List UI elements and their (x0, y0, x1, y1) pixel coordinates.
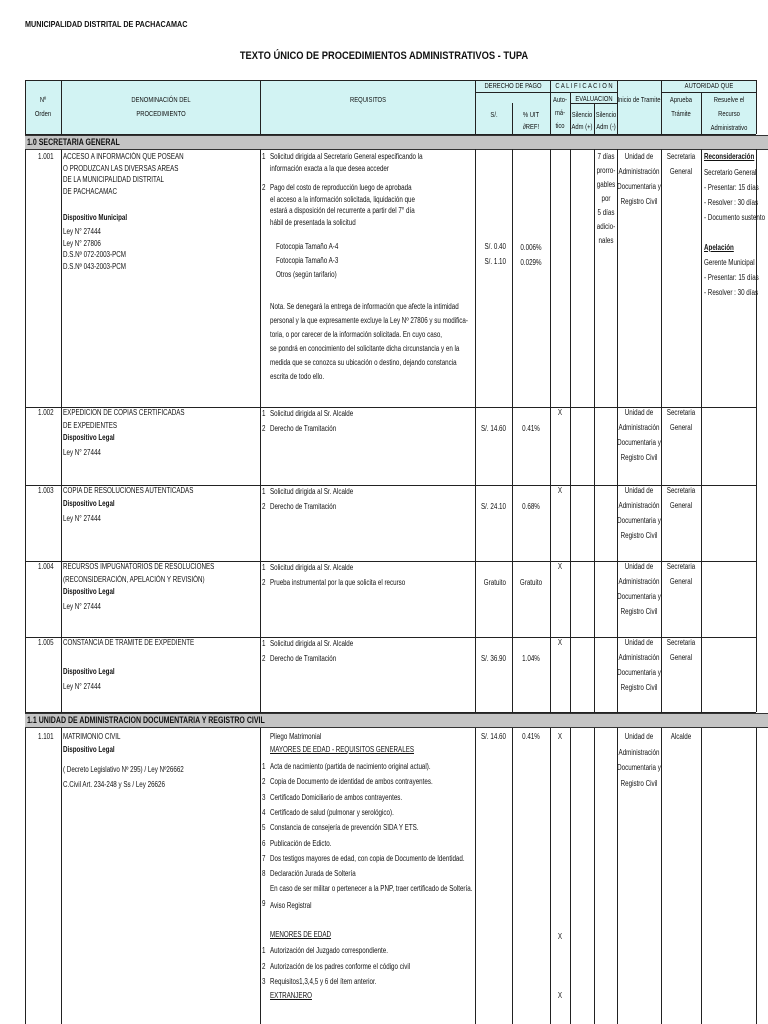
plazo-text: 5 días (596, 208, 614, 217)
fee-uit: 1.04% (522, 654, 540, 663)
inicio-tramite: Unidad de (624, 408, 654, 417)
column-header-auto: tico (555, 121, 565, 130)
column-header-orden: Orden (34, 109, 52, 118)
requirement-note: En caso de ser militar o pertenecer a la PNP, traer certificado de Soltería. (270, 884, 473, 893)
column-header-silencio-neg: Adm (-) (595, 122, 616, 131)
column-header-soles: S/. (489, 110, 498, 119)
requirement-text: Prueba instrumental por la que solicita el recurso (270, 578, 406, 587)
grid-vline (260, 149, 261, 712)
grid-vline (512, 728, 513, 1024)
requirement-number: 9 (262, 899, 266, 909)
aprueba-tramite: General (669, 423, 693, 432)
fee-uit: 0.68% (522, 502, 540, 511)
requirement-number: 1 (262, 762, 266, 771)
inicio-tramite: Registro Civil (620, 607, 658, 616)
aprueba-tramite: Secretaria (666, 562, 696, 571)
aprueba-tramite: Secretaria (666, 152, 696, 161)
procedure-name: RECURSOS IMPUGNATORIOS DE RESOLUCIONES (63, 562, 215, 571)
aprueba-tramite: Secretaria (666, 638, 696, 647)
requirement-text: Dos testigos mayores de edad, con copia de Documento de Identidad. (270, 853, 465, 863)
requirement-text: Autorización del Juzgado correspondiente. (270, 946, 388, 955)
inicio-tramite: Documentaria y (617, 516, 661, 525)
grid-hline (25, 712, 756, 713)
requirement-number: 4 (262, 807, 266, 817)
grid-vline (756, 149, 757, 712)
grid-hline (661, 92, 756, 93)
requirement-text: Constancia de consejería de prevención SIDA Y ETS. (270, 823, 419, 833)
fee-uit: 0.41% (522, 424, 540, 433)
requirement-number: 6 (262, 838, 266, 848)
inicio-tramite: Administración (618, 167, 660, 176)
inicio-tramite: Unidad de (624, 152, 654, 161)
auto-mark: X (557, 932, 563, 941)
inicio-tramite: Unidad de (624, 486, 654, 495)
legal-reference: Ley N° 27806 (63, 238, 101, 248)
requirement-text: Derecho de Tramitación (270, 424, 337, 433)
grid-vline (475, 728, 476, 1024)
requirement-subtitle: MAYORES DE EDAD - REQUISITOS GENERALES (270, 745, 415, 754)
grid-vline (756, 80, 757, 134)
procedure-name: COPIA DE RESOLUCIONES AUTENTICADAS (63, 486, 194, 495)
legal-reference: Ley N° 27444 (63, 448, 101, 457)
requirement-note: escrita de todo ello. (270, 372, 325, 381)
requirement-text: Solicitud dirigida al Sr. Alcalde (270, 639, 354, 648)
grid-vline (701, 728, 702, 1024)
requirement-text: estará a disposición del recurrente a partir del 7° día (270, 206, 415, 215)
auto-mark: X (557, 562, 563, 571)
inicio-tramite: Documentaria y (617, 182, 661, 191)
fee-soles: Gratuito (483, 578, 506, 587)
fee-soles: S/. 0.40 (484, 242, 506, 251)
column-header-auto: Auto- (553, 95, 567, 104)
grid-hline (475, 92, 550, 93)
grid-vline (61, 728, 62, 1024)
requirement-text: información exacta a la que desea acceder (270, 163, 389, 173)
requirement-text: Derecho de Tramitación (270, 654, 337, 663)
auto-mark: X (557, 732, 563, 741)
requirement-text: hábil de presentada la solicitud (270, 217, 356, 227)
grid-hline (550, 92, 617, 93)
column-header-resuelve: Resuelve el (713, 95, 744, 104)
column-header-inicio: Inicio de Tramite (617, 95, 661, 104)
legal-reference: ( Decreto Legislativo Nº 295) / Ley Nº26662 (63, 765, 184, 774)
requirement-text: Fotocopia Tamaño A-3 (276, 256, 339, 265)
resuelve-item: - Presentar: 15 días (704, 273, 759, 282)
requirement-text: Certificado Domiciliario de ambos contrayentes. (270, 792, 403, 802)
inicio-tramite: Unidad de (624, 732, 654, 741)
column-header-auto: má- (554, 108, 566, 117)
section-title: 1.1 UNIDAD DE ADMINISTRACION DOCUMENTARIA Y REGISTRO CIVIL (27, 715, 265, 725)
grid-vline (475, 80, 476, 134)
inicio-tramite: Administración (618, 577, 660, 586)
requirement-number: 2 (262, 183, 266, 192)
aprueba-tramite: Alcalde (670, 732, 692, 741)
column-header-aprueba: Trámite (671, 109, 691, 118)
resuelve-item: Secretario General (704, 168, 757, 177)
procedure-name: CONSTANCIA DE TRAMITE DE EXPEDIENTE (63, 638, 195, 647)
requirement-text: Autorización de los padres conforme el código civil (270, 961, 411, 971)
requirement-number: 7 (262, 853, 266, 863)
legal-reference: D.S.Nº 072-2003-PCM (63, 250, 126, 259)
legal-reference: D.S.Nº 043-2003-PCM (63, 261, 126, 271)
grid-vline (594, 103, 595, 134)
requirement-number: 1 (262, 487, 266, 496)
fee-uit: 0.41% (522, 732, 540, 741)
auto-mark: X (557, 408, 563, 417)
aprueba-tramite: Secretaria (666, 408, 696, 417)
grid-hline (25, 80, 756, 81)
requirement-number: 2 (262, 654, 266, 663)
requirement-number: 2 (262, 578, 266, 587)
grid-vline (661, 80, 662, 134)
column-header-resuelve: Administrativo (710, 123, 747, 132)
requirement-number: 1 (262, 946, 266, 955)
requirement-number: 2 (262, 777, 266, 787)
fee-uit: 0.006% (520, 243, 542, 252)
grid-vline (701, 92, 702, 134)
procedure-name: O PRODUZCAN LAS DIVERSAS AREAS (63, 163, 179, 173)
fee-soles: S/. 1.10 (484, 257, 506, 266)
requirement-text: Publicación de Edicto. (270, 838, 332, 848)
resuelve-item: - Presentar: 15 días (704, 183, 759, 192)
procedure-name: ACCESO A INFORMACIÓN QUE POSEAN (63, 152, 184, 161)
resuelve-item: - Resolver : 30 días (704, 198, 759, 207)
legal-heading: Dispositivo Legal (63, 433, 115, 442)
requirement-note: se pondrá en conocimiento del solicitante dicha circunstancia y en la (270, 344, 460, 353)
requirement-text: Declaración Jurada de Soltería (270, 869, 356, 879)
inicio-tramite: Administración (618, 747, 660, 757)
legal-reference: Ley N° 27444 (63, 602, 101, 611)
municipality-name: MUNICIPALIDAD DISTRITAL DE PACHACAMAC (25, 19, 188, 29)
plazo-text: 7 días (596, 152, 614, 161)
requirement-number: 2 (262, 961, 266, 971)
inicio-tramite: Unidad de (624, 638, 654, 647)
row-number: 1.003 (38, 486, 54, 495)
requirement-text: Otros (según tarifario) (276, 270, 337, 279)
plazo-text: gables (596, 180, 615, 189)
requirement-number: 3 (262, 977, 266, 986)
inicio-tramite: Registro Civil (620, 683, 658, 692)
requirement-intro: Pliego Matrimonial (270, 732, 322, 741)
resuelve-heading: Reconsideración (704, 152, 755, 161)
requirement-text: Fotocopia Tamaño A-4 (276, 242, 339, 251)
legal-heading: Dispositivo Municipal (63, 213, 128, 222)
procedure-name: (RECONSIDERACIÓN, APELACIÓN Y REVISIÓN) (63, 574, 205, 584)
column-header-silencio-pos: Silencio (571, 110, 593, 119)
fee-soles: S/. 24.10 (481, 502, 506, 511)
header-band-left (25, 80, 475, 134)
column-header-aprueba: Aprueba (669, 95, 693, 104)
section-header (25, 135, 768, 150)
requirement-text: Requisitos1,3,4,5 y 6 del ítem anterior. (270, 977, 377, 986)
grid-vline (512, 103, 513, 134)
grid-vline (25, 80, 26, 134)
requirement-text: Solicitud dirigida al Sr. Alcalde (270, 409, 354, 418)
fee-uit: 0.029% (520, 258, 542, 267)
legal-heading: Dispositivo Legal (63, 745, 115, 754)
inicio-tramite: Documentaria y (617, 438, 661, 447)
plazo-text: por (600, 194, 611, 203)
inicio-tramite: Administración (618, 501, 660, 510)
legal-reference: C.Civil Art. 234-248 y Ss / Ley 26626 (63, 780, 165, 789)
column-header-denominacion: DENOMINACIÓN DEL (130, 95, 191, 104)
requirement-number: 1 (262, 152, 266, 161)
requirement-text: Pago del costo de reproducción luego de aprobada (270, 183, 412, 192)
procedure-name: DE PACHACAMAC (63, 186, 117, 196)
plazo-text: prorro- (596, 166, 615, 175)
requirement-text: Derecho de Tramitación (270, 502, 337, 511)
auto-mark: X (557, 638, 563, 647)
inicio-tramite: Unidad de (624, 562, 654, 571)
requirement-text: Copia de Documento de identidad de ambos contrayentes. (270, 777, 433, 787)
column-header-uit: % UIT (522, 110, 540, 119)
plazo-text: adicio- (596, 222, 615, 231)
requirement-number: 8 (262, 869, 266, 879)
legal-heading: Dispositivo Legal (63, 667, 115, 676)
inicio-tramite: Registro Civil (620, 531, 658, 540)
requirement-number: 5 (262, 823, 266, 833)
procedure-name: MATRIMONIO CIVIL (63, 732, 121, 741)
requirement-note: medida que se conozca su ubicación o destino, dejando constancia (270, 358, 457, 367)
aprueba-tramite: Secretaria (666, 486, 696, 495)
legal-reference: Ley N° 27444 (63, 682, 101, 691)
column-header-denominacion: PROCEDIMIENTO (135, 109, 186, 118)
legal-heading: Dispositivo Legal (63, 587, 115, 596)
requirement-number: 3 (262, 792, 266, 802)
grid-vline (25, 728, 26, 1024)
legal-reference: Ley N° 27444 (63, 513, 101, 523)
requirement-text: Solicitud dirigida al Sr. Alcalde (270, 563, 354, 572)
inicio-tramite: Documentaria y (617, 668, 661, 677)
fee-uit: Gratuito (519, 578, 543, 587)
fee-soles: S/. 14.60 (481, 424, 506, 433)
inicio-tramite: Registro Civil (620, 778, 658, 788)
plazo-text: nales (598, 236, 613, 245)
requirement-note: personal y la que expresamente excluye la Ley Nº 27806 y su modifica- (270, 316, 468, 325)
column-header-silencio-neg: Silencio (595, 110, 616, 119)
legal-heading: Dispositivo Legal (63, 498, 115, 508)
legal-reference: Ley N° 27444 (63, 227, 101, 236)
inicio-tramite: Documentaria y (617, 763, 661, 772)
grid-vline (260, 80, 261, 134)
inicio-tramite: Registro Civil (620, 197, 658, 206)
requirement-number: 1 (262, 563, 266, 572)
column-header-autoridad: AUTORIDAD QUE (684, 81, 733, 90)
grid-vline (25, 149, 26, 712)
requirement-number: 1 (262, 409, 266, 418)
grid-vline (550, 728, 551, 1024)
fee-soles: S/. 36.90 (481, 654, 506, 663)
requirement-number: 2 (262, 424, 266, 433)
requirement-text: Certificado de salud (pulmonar y serológico). (270, 807, 394, 817)
inicio-tramite: Administración (618, 423, 660, 432)
requirement-text: Solicitud dirigida al Sr. Alcalde (270, 487, 354, 496)
grid-vline (61, 149, 62, 712)
column-header-requisitos: REQUISITOS (349, 95, 386, 104)
inicio-tramite: Documentaria y (617, 592, 661, 601)
column-header-orden: Nº (39, 95, 47, 104)
grid-vline (756, 728, 757, 1024)
row-number: 1.004 (38, 562, 54, 571)
inicio-tramite: Registro Civil (620, 453, 658, 462)
column-header-calificacion: C A L I F I C A C I O N (554, 81, 613, 90)
grid-vline (260, 728, 261, 1024)
fee-soles: S/. 14.60 (481, 732, 506, 741)
grid-vline (550, 80, 551, 134)
document-title: TEXTO ÚNICO DE PROCEDIMIENTOS ADMINISTRATIVOS - TUPA (239, 50, 529, 62)
requirement-text: el acceso a la información solicitada, liquidación que (270, 194, 415, 204)
requirement-text: Aviso Registral (270, 901, 312, 910)
requirement-note: toria, o por carecer de la información solicitada. En cuyo caso, (270, 330, 443, 339)
aprueba-tramite: General (669, 577, 693, 586)
column-header-evaluacion: EVALUACION (574, 94, 613, 103)
row-number: 1.002 (38, 408, 54, 417)
column-header-derecho-pago: DERECHO DE PAGO (483, 81, 542, 90)
column-header-resuelve: Recurso (717, 109, 740, 118)
requirement-number: 1 (262, 639, 266, 648)
resuelve-item: - Resolver : 30 días (704, 288, 759, 297)
inicio-tramite: Administración (618, 653, 660, 662)
resuelve-item: Gerente Municipal (704, 258, 755, 267)
section-title: 1.0 SECRETARIA GENERAL (27, 137, 120, 147)
column-header-uit: ∂REF! (522, 122, 540, 131)
resuelve-heading: Apelación (704, 243, 734, 252)
requirement-note: Nota. Se denegará la entrega de información que afecte la intimidad (270, 302, 459, 311)
procedure-name: EXPEDICION DE COPIAS CERTIFICADAS (63, 408, 185, 417)
resuelve-item: - Documento sustento (704, 213, 766, 222)
row-number: 1.001 (38, 152, 54, 161)
procedure-name: DE LA MUNICIPALIDAD DISTRITAL (63, 175, 165, 184)
row-number: 1.005 (38, 638, 54, 647)
row-number: 1.101 (38, 732, 54, 741)
grid-vline (570, 92, 571, 134)
grid-vline (570, 728, 571, 1024)
aprueba-tramite: General (669, 501, 693, 510)
column-header-silencio-pos: Adm (+) (571, 122, 593, 131)
grid-vline (61, 80, 62, 134)
requirement-text: Solicitud dirigida al Secretario General especificando la (270, 152, 423, 161)
requirement-number: 2 (262, 502, 266, 511)
requirement-text: Acta de nacimiento (partida de nacimiento original actual). (270, 762, 431, 771)
auto-mark: X (557, 486, 563, 495)
aprueba-tramite: General (669, 653, 693, 662)
auto-mark: X (557, 991, 563, 1000)
aprueba-tramite: General (669, 167, 693, 176)
section-header (25, 713, 768, 728)
procedure-name: DE EXPEDIENTES (63, 420, 118, 430)
requirement-subtitle: MENORES DE EDAD (270, 930, 332, 939)
requirement-subtitle: EXTRANJERO (270, 991, 312, 1000)
grid-vline (617, 80, 618, 134)
